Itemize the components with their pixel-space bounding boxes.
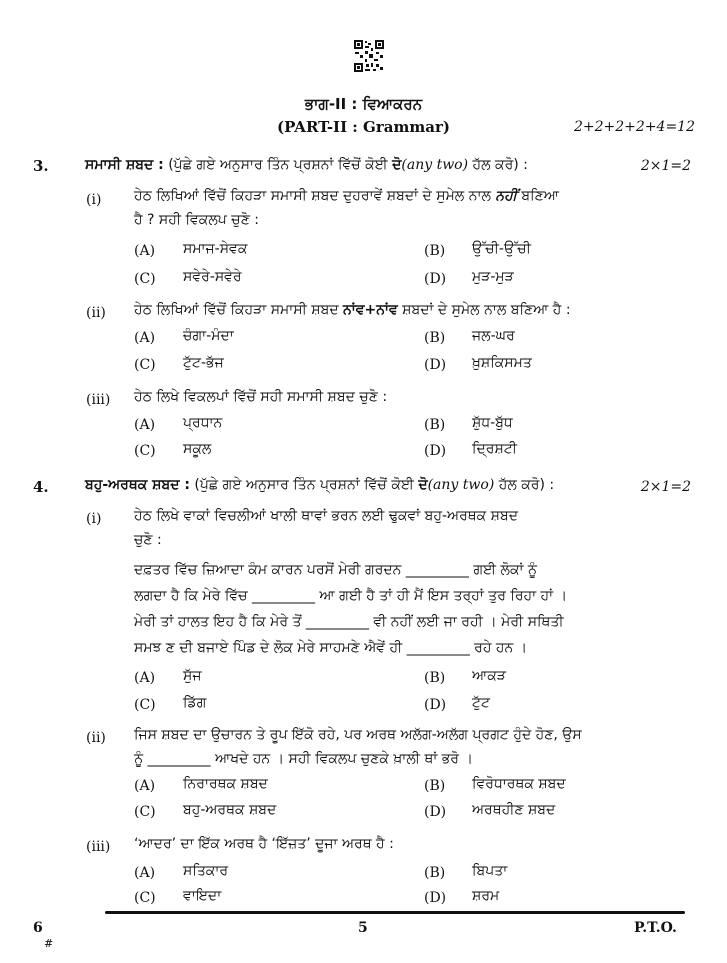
section-total-marks: 2+2+2+2+4=12 <box>573 119 695 135</box>
q4-ii-option-d[interactable]: ਅਰਥਹੀਣ ਸ਼ਬਦ <box>472 802 556 818</box>
q4-iii-option-a[interactable]: ਸਤਿਕਾਰ <box>183 863 229 879</box>
q4-i-label: (i) <box>86 511 102 527</box>
q4-iii-option-d[interactable]: ਸ਼ਰਮ <box>472 888 500 904</box>
part-title-punjabi: ਭਾਗ-II : ਵਿਆਕਰਨ <box>304 95 423 113</box>
q3-number: 3. <box>33 157 49 175</box>
option-label: (C) <box>134 890 156 906</box>
option-label: (D) <box>424 697 447 713</box>
option-label: (B) <box>424 417 446 433</box>
q4-instr-b: ਹੱਲ ਕਰੋ) : <box>494 477 555 493</box>
q4-iii-option-c[interactable]: ਵਾਇਦਾ <box>183 888 222 904</box>
q3-iii-option-a[interactable]: ਪ੍ਰਧਾਨ <box>183 415 223 431</box>
q4-number: 4. <box>33 478 49 496</box>
option-label: (B) <box>424 670 446 686</box>
option-label: (B) <box>424 778 446 794</box>
q4-iii-option-b[interactable]: ਬਿਪਤਾ <box>472 863 508 879</box>
option-label: (A) <box>134 670 156 686</box>
q3-ii-option-d[interactable]: ਖ਼ੁਸ਼ਕਿਸਮਤ <box>472 355 532 371</box>
option-label: (C) <box>134 271 156 287</box>
q4-instruction <box>85 477 554 493</box>
q3-i-option-c[interactable]: ਸਵੇਰੇ-ਸਵੇਰੇ <box>183 269 242 285</box>
q3-ii-option-c[interactable]: ਟੁੱਟ-ਭੱਜ <box>183 355 224 371</box>
q4-ii-option-b[interactable]: ਵਿਰੋਧਾਰਥਕ ਸ਼ਬਦ <box>472 776 566 792</box>
page-number: 5 <box>358 920 368 936</box>
pto-label: P.T.O. <box>634 920 677 936</box>
q4-i-para-line2: ਲਗਦਾ ਹੈ ਕਿ ਮੇਰੇ ਵਿੱਚ _________ ਆ ਗਈ ਹੈ ਤਾਂ ਹੀ ਮੈਂ ਇਸ ਤਰ੍ਹਾਂ ਤੁਰ ਰਿਹਾ ਹਾਂ । <box>134 588 568 604</box>
part-title-english: (PART-II : Grammar) <box>277 118 450 136</box>
q3-ii-option-a[interactable]: ਚੰਗਾ-ਮੰਦਾ <box>183 328 234 344</box>
q4-i-para-line3: ਮੇਰੀ ਤਾਂ ਹਾਲਤ ਇਹ ਹੈ ਕਿ ਮੇਰੇ ਤੋਂ _________ ਵੀ ਨਹੀਂ ਲਈ ਜਾ ਰਹੀ । ਮੇਰੀ ਸਥਿਤੀ <box>134 614 564 630</box>
q3-i-option-a[interactable]: ਸਮਾਜ-ਸੇਵਕ <box>183 241 248 257</box>
q3-iii-option-b[interactable]: ਸ਼ੁੱਧ-ਬੁੱਧ <box>472 415 513 431</box>
option-label: (D) <box>424 271 447 287</box>
q4-ii-option-a[interactable]: ਨਿਰਾਰਥਕ ਸ਼ਬਦ <box>183 776 268 792</box>
q3-instr-do: ਦੋ <box>392 157 402 173</box>
q4-instr-a: (ਪੁੱਛੇ ਗਏ ਅਨੁਸਾਰ ਤਿੰਨ ਪ੍ਰਸ਼ਨਾਂ ਵਿੱਚੋਂ ਕੋਈ <box>189 477 419 493</box>
q4-ii-option-c[interactable]: ਬਹੁ-ਅਰਥਕ ਸ਼ਬਦ <box>183 802 277 818</box>
q4-iii-line1: ‘ਆਦਰ’ ਦਾ ਇੱਕ ਅਰਥ ਹੈ ‘ਇੱਜ਼ਤ’ ਦੂਜਾ ਅਰਥ ਹੈ : <box>134 836 394 852</box>
option-label: (A) <box>134 417 156 433</box>
q3-title: ਸਮਾਸੀ ਸ਼ਬਦ : <box>85 157 164 173</box>
q4-i-line1: ਹੇਠ ਲਿਖੇ ਵਾਕਾਂ ਵਿਚਲੀਆਂ ਖਾਲੀ ਥਾਵਾਂ ਭਰਨ ਲਈ ਢੁਕਵਾਂ ਬਹੁ-ਅਰਥਕ ਸ਼ਬਦ <box>134 508 518 524</box>
q3-i-option-d[interactable]: ਮੁੜ-ਮੁੜ <box>472 269 514 285</box>
q3-ii-option-b[interactable]: ਜਲ-ਘਰ <box>472 328 515 344</box>
q3-instruction <box>85 157 528 173</box>
q3-i-line2: ਹੈ ? ਸਹੀ ਵਿਕਲਪ ਚੁਣੋ : <box>134 212 259 228</box>
q4-i-line2: ਚੁਣੋ : <box>134 532 162 548</box>
option-label: (A) <box>134 330 156 346</box>
option-label: (B) <box>424 865 446 881</box>
option-label: (C) <box>134 697 156 713</box>
q4-title: ਬਹੁ-ਅਰਥਕ ਸ਼ਬਦ : <box>85 477 190 493</box>
option-label: (B) <box>424 330 446 346</box>
q3-i-line1: ਹੇਠ ਲਿਖਿਆਂ ਵਿੱਚੋਂ ਕਿਹੜਾ ਸਮਾਸੀ ਸ਼ਬਦ ਦੁਹਰਾਵੇਂ ਸ਼ਬਦਾਂ ਦੇ ਸੁਮੇਲ ਨਾਲ ਨਹੀਂ ਬਣਿਆ <box>134 188 559 204</box>
option-label: (A) <box>134 243 156 259</box>
q4-instr-do: ਦੋ <box>418 477 428 493</box>
q4-i-para-line1: ਦਫ਼ਤਰ ਵਿੱਚ ਜ਼ਿਆਦਾ ਕੰਮ ਕਾਰਨ ਪਰਸੋਂ ਮੇਰੀ ਗਰਦਨ _________ ਗਈ ਲੋਕਾਂ ਨੂੰ <box>134 562 538 578</box>
option-label: (C) <box>134 443 156 459</box>
option-label: (C) <box>134 357 156 373</box>
q3-instr-any: (any two) <box>401 157 469 173</box>
option-label: (C) <box>134 804 156 820</box>
q3-ii-line1: ਹੇਠ ਲਿਖਿਆਂ ਵਿੱਚੋਂ ਕਿਹੜਾ ਸਮਾਸੀ ਸ਼ਬਦ ਨਾਂਵ+ਨਾਂਵ ਸ਼ਬਦਾਂ ਦੇ ਸੁਮੇਲ ਨਾਲ ਬਣਿਆ ਹੈ : <box>134 302 571 318</box>
option-label: (B) <box>424 243 446 259</box>
qr-code-icon <box>354 40 384 72</box>
footer-rule <box>105 911 685 914</box>
q4-instr-any: (any two) <box>427 477 495 493</box>
q3-i-option-b[interactable]: ਉੱਚੀ-ਉੱਚੀ <box>472 241 531 257</box>
q4-i-option-c[interactable]: ਡਿੱਗ <box>183 695 207 711</box>
option-label: (A) <box>134 778 156 794</box>
option-label: (D) <box>424 357 447 373</box>
q4-ii-line2: ਨੂੰ _________ ਆਖਦੇ ਹਨ । ਸਹੀ ਵਿਕਲਪ ਚੁਣਕੇ ਖ਼ਾਲੀ ਥਾਂ ਭਰੋ । <box>134 751 473 767</box>
q4-ii-line1: ਜਿਸ ਸ਼ਬਦ ਦਾ ਉਚਾਰਨ ਤੇ ਰੂਪ ਇੱਕੋ ਰਹੇ, ਪਰ ਅਰਥ ਅਲੱਗ-ਅਲੱਗ ਪ੍ਰਗਟ ਹੁੰਦੇ ਹੋਣ, ਉਸ <box>134 727 582 743</box>
option-label: (D) <box>424 804 447 820</box>
footer-code: 6 <box>33 920 43 936</box>
q3-marks: 2×1=2 <box>640 158 691 174</box>
option-label: (D) <box>424 443 447 459</box>
q3-iii-line1: ਹੇਠ ਲਿਖੇ ਵਿਕਲਪਾਂ ਵਿੱਚੋਂ ਸਹੀ ਸਮਾਸੀ ਸ਼ਬਦ ਚੁਣੋ : <box>134 389 388 405</box>
q3-iii-label: (iii) <box>86 392 111 408</box>
q3-iii-option-d[interactable]: ਦ੍ਰਿਸ਼ਟੀ <box>472 441 517 457</box>
q4-i-para-line4: ਸਮਝ ਣ ਦੀ ਬਜਾਏ ਪਿੰਡ ਦੇ ਲੋਕ ਮੇਰੇ ਸਾਹਮਣੇ ਐਵੇਂ ਹੀ _________ ਰਹੇ ਹਨ । <box>134 640 528 656</box>
q4-iii-label: (iii) <box>86 839 111 855</box>
q3-instr-a: (ਪੁੱਛੇ ਗਏ ਅਨੁਸਾਰ ਤਿੰਨ ਪ੍ਰਸ਼ਨਾਂ ਵਿੱਚੋਂ ਕੋਈ <box>163 157 393 173</box>
q4-marks: 2×1=2 <box>640 479 691 495</box>
q4-i-option-b[interactable]: ਆਕੜ <box>472 668 506 684</box>
q4-i-option-a[interactable]: ਸੁੱਜ <box>183 668 202 684</box>
footer-hash: # <box>44 937 54 950</box>
q3-instr-b: ਹੱਲ ਕਰੋ) : <box>468 157 528 173</box>
q3-ii-label: (ii) <box>86 305 106 321</box>
option-label: (D) <box>424 890 447 906</box>
q3-iii-option-c[interactable]: ਸਕੂਲ <box>183 441 212 457</box>
q3-i-label: (i) <box>86 192 102 208</box>
q4-i-option-d[interactable]: ਟੁੱਟ <box>472 695 490 711</box>
q4-ii-label: (ii) <box>86 730 106 746</box>
option-label: (A) <box>134 865 156 881</box>
